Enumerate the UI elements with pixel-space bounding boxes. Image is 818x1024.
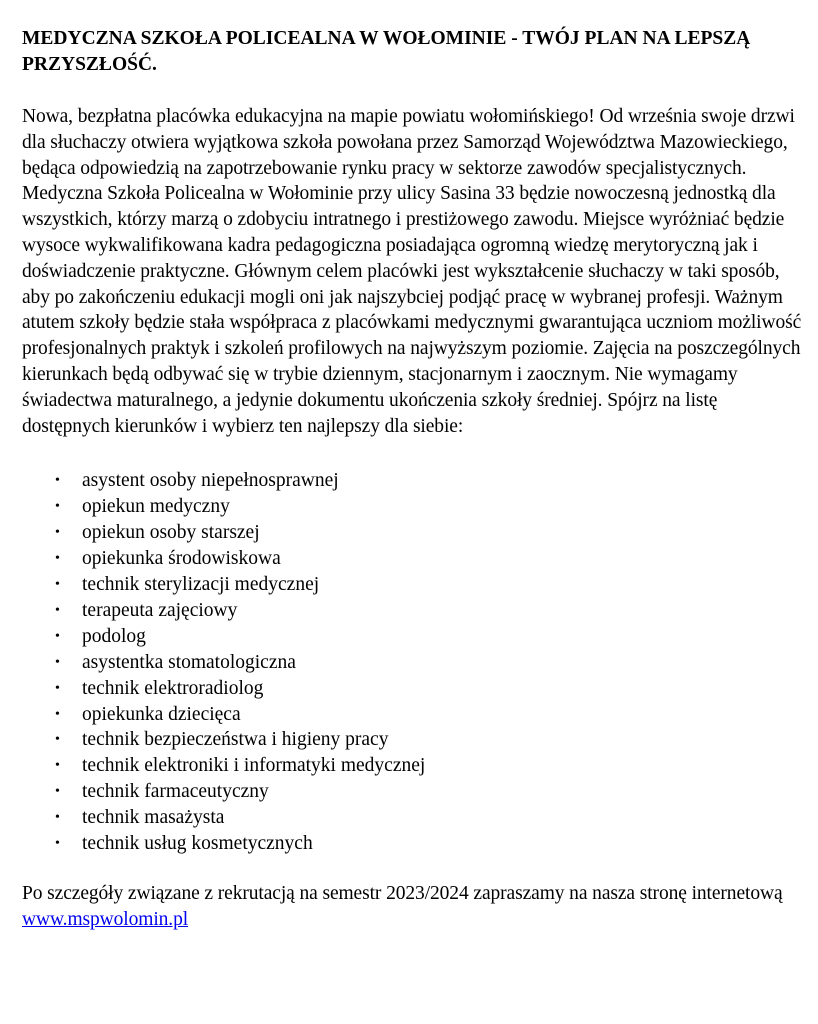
course-name: asystent osoby niepełnosprawnej bbox=[82, 470, 339, 492]
list-item bbox=[22, 520, 802, 546]
bullet-icon: • bbox=[55, 706, 60, 722]
list-item bbox=[22, 598, 802, 624]
bullet-icon: • bbox=[55, 499, 60, 515]
course-name: asystentka stomatologiczna bbox=[82, 651, 296, 673]
list-item bbox=[22, 676, 802, 702]
bullet-icon: • bbox=[55, 810, 60, 826]
document-page bbox=[22, 26, 802, 933]
bullet-icon: • bbox=[55, 784, 60, 800]
footer-text: Po szczegóły związane z rekrutacją na semestr 2023/2024 zapraszamy na nasza stronę internetową bbox=[22, 882, 783, 904]
list-item bbox=[22, 494, 802, 520]
bullet-icon: • bbox=[55, 525, 60, 541]
document-title: MEDYCZNA SZKOŁA POLICEALNA W WOŁOMINIE - TWÓJ PLAN NA LEPSZĄ PRZYSZŁOŚĆ. bbox=[22, 28, 751, 75]
course-list bbox=[22, 468, 802, 857]
list-item bbox=[22, 779, 802, 805]
course-name: opiekun osoby starszej bbox=[82, 522, 260, 544]
bullet-icon: • bbox=[55, 836, 60, 852]
course-name: technik masażysta bbox=[82, 807, 225, 829]
list-item bbox=[22, 650, 802, 676]
list-item bbox=[22, 831, 802, 857]
list-item bbox=[22, 702, 802, 728]
list-item bbox=[22, 624, 802, 650]
bullet-icon: • bbox=[55, 654, 60, 670]
course-name: technik elektroradiolog bbox=[82, 677, 264, 699]
course-name: opiekunka środowiskowa bbox=[82, 548, 281, 570]
course-name: technik elektroniki i informatyki medycznej bbox=[82, 755, 426, 777]
bullet-icon: • bbox=[55, 551, 60, 567]
course-name: technik sterylizacji medycznej bbox=[82, 573, 320, 595]
course-name: terapeuta zajęciowy bbox=[82, 599, 238, 621]
course-name: technik usług kosmetycznych bbox=[82, 833, 313, 855]
course-name: opiekun medyczny bbox=[82, 496, 230, 518]
bullet-icon: • bbox=[55, 758, 60, 774]
bullet-icon: • bbox=[55, 602, 60, 618]
list-item bbox=[22, 468, 802, 494]
bullet-icon: • bbox=[55, 473, 60, 489]
course-name: technik bezpieczeństwa i higieny pracy bbox=[82, 729, 389, 751]
course-name: podolog bbox=[82, 625, 146, 647]
bullet-icon: • bbox=[55, 732, 60, 748]
bullet-icon: • bbox=[55, 576, 60, 592]
list-item bbox=[22, 805, 802, 831]
bullet-icon: • bbox=[55, 680, 60, 696]
list-item bbox=[22, 753, 802, 779]
course-name: technik farmaceutyczny bbox=[82, 781, 269, 803]
website-link[interactable]: www.mspwolomin.pl bbox=[22, 908, 189, 930]
course-name: opiekunka dziecięca bbox=[82, 703, 241, 725]
list-item bbox=[22, 572, 802, 598]
list-item bbox=[22, 727, 802, 753]
intro-paragraph: Nowa, bezpłatna placówka edukacyjna na mapie powiatu wołomińskiego! Od września swoje drzwi dla słuchaczy otwiera wyjątkowa szkoła powołana przez Samorząd Województwa Mazowieckiego, będąca odpowiedzią na zapotrzebowanie rynku pracy w sektorze zawodów specjalistycznych. Medyczna Szkoła Policealna w Wołominie przy ulicy Sasina 33 będzie nowoczesną jednostką dla wszystkich, którzy marzą o zdobyciu intratnego i prestiżowego zawodu. Miejsce wyróżniać będzie wysoce wykwalifikowana kadra pedagogiczna posiadająca ogromną wiedzę merytoryczną jak i doświadczenie praktyczne. Głównym celem placówki jest wykształcenie słuchaczy w taki sposób, aby po zakończeniu edukacji mogli oni jak najszybciej podjąć pracę w wybranej profesji. Ważnym atutem szkoły będzie stała współpraca z placówkami medycznymi gwarantująca uczniom możliwość profesjonalnych praktyk i szkoleń profilowych na najwyższym poziomie. Zajęcia na poszczególnych kierunkach będą odbywać się w trybie dziennym, stacjonarnym i zaocznym. Nie wymagamy świadectwa maturalnego, a jedynie dokumentu ukończenia szkoły średniej. Spójrz na listę dostępnych kierunków i wybierz ten najlepszy dla siebie: bbox=[22, 106, 802, 437]
bullet-icon: • bbox=[55, 628, 60, 644]
footer-paragraph bbox=[22, 881, 802, 933]
list-item bbox=[22, 546, 802, 572]
